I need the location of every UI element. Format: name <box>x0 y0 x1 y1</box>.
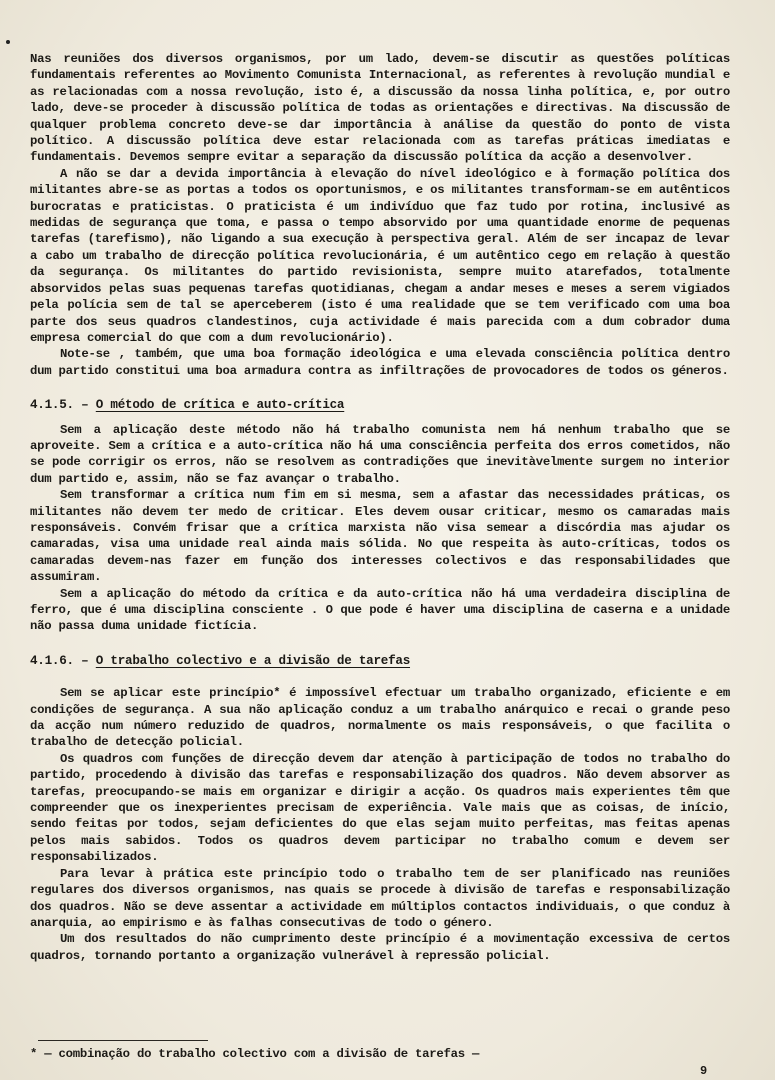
section-number: 4.1.5. – <box>30 398 89 413</box>
footnote: * — combinação do trabalho colectivo com a divisão de tarefas — <box>30 1047 480 1061</box>
section-heading-4-1-5 <box>30 397 730 413</box>
paragraph: Note-se , também, que uma boa formação ideológica e uma elevada consciência política dentro dum partido constitui uma boa armadura contra as infiltrações de provocadores de todos os géneros. <box>30 347 730 378</box>
paragraph: Os quadros com funções de direcção devem dar atenção à participação de todos no trabalho do partido, procedendo à divisão das tarefas e responsabilização dos quadros. Não devem absorver as tarefas, preocupando-se mais em organizar e dirigir a acção. Os quadros mais experientes têm que compreender que os inexperientes precisam de experiência. Vale mais que as coisas, de início, sendo feitas por todos, sejam deficientes do que elas sejam muito perfeitas, mas feitas apenas pelos mais sabidos. Todos os quadros devem participar no trabalho comum e devem ser responsabilizados. <box>30 751 730 865</box>
section-title: O trabalho colectivo e a divisão de tarefas <box>95 653 411 668</box>
paper-speck <box>6 40 10 44</box>
paragraph: Sem transformar a crítica num fim em si mesma, sem a afastar das necessidades práticas, os militantes não devem ter medo de criticar. Eles devem ousar criticar, mesmo os camaradas mais responsáveis. Convém frisar que a crítica marxista não visa semear a discórdia mas ajudar os camaradas, visa uma unidade real ainda mais sólida. No que respeita às auto-críticas, todos os camaradas devem-nas fazer em função dos interesses colectivos e das responsabilidades que assumiram. <box>30 488 730 585</box>
paragraph: Nas reuniões dos diversos organismos, por um lado, devem-se discutir as questões políticas fundamentais referentes ao Movimento Comunista Internacional, as referentes à revolução mundial e as relacionadas com a nossa revolução, isto é, a discussão da nossa linha política, e, por outro lado, deve-se proceder à discussão política de todas as orientações e directivas. Na discussão de qualquer problema concreto deve-se dar importância à análise da questão do ponto de vista político. A discussão política deve estar relacionada com as tarefas práticas imediatas e fundamentais. Devemos sempre evitar a separação da discussão política da acção a desenvolver. <box>30 52 730 165</box>
section-title: O método de crítica e auto-crítica <box>95 398 345 413</box>
footnote-divider <box>38 1040 208 1041</box>
paragraph: A não se dar a devida importância à elevação do nível ideológico e à formação política dos militantes abre-se as portas a todos os oportunismos, e os militantes transformam-se em autênticos burocratas e praticistas. O praticista é um indivíduo que faz tudo por rotina, inclusivé as medidas de segurança que toma, e passa o tempo absorvido por uma quantidade enorme de pequenas tarefas (tarefismo), não ligando a sua execução à perspectiva geral. Além de ser incapaz de levar a cabo um trabalho de direcção política revolucionária, é um autêntico cego em relação à questão da segurança. Os militantes do partido revisionista, sempre muito atarefados, totalmente absorvidos pelas suas pequenas tarefas quotidianas, chegam a andar meses e meses a serem vigiados pela polícia sem de tal se aperceberem (isto é uma realidade que se tem verificado com uma boa parte dos seus quadros clandestinos, cuja actividade é mais parecida com a dum cobrador duma empresa comercial do que com a dum revolucionário). <box>30 166 730 345</box>
paragraph: Para levar à prática este princípio todo o trabalho tem de ser planificado nas reuniões regulares dos diversos organismos, nas quais se procede à divisão de tarefas e responsabilização dos quadros. Não se deve assentar a actividade em múltiplos contactos individuais, o que conduz à anarquia, ao empirismo e às falhas consecutivas de todo o género. <box>30 866 730 930</box>
section-heading-4-1-6 <box>30 653 730 669</box>
page-number: 9 <box>700 1064 708 1078</box>
section-number: 4.1.6. – <box>30 653 89 668</box>
paragraph: Sem a aplicação do método da crítica e da auto-crítica não há uma verdadeira disciplina de ferro, que é uma disciplina consciente . O que pode é haver uma disciplina de caserna e a unidade não passa duma unidade fictícia. <box>30 586 730 634</box>
paragraph: Um dos resultados do não cumprimento deste princípio é a movimentação excessiva de certos quadros, tornando portanto a organização vulnerável à repressão policial. <box>30 932 730 963</box>
document-body <box>30 51 730 964</box>
paragraph: Sem a aplicação deste método não há trabalho comunista nem há nenhum trabalho que se aproveite. Sem a crítica e a auto-crítica não há uma consciência perfeita dos erros cometidos, não se pode corrigir os erros, não se resolvem as contradições que inevitàvelmente surgem no interior dum partido e, assim, não se faz avançar o trabalho. <box>30 422 730 486</box>
paragraph: Sem se aplicar este princípio* é impossível efectuar um trabalho organizado, eficiente e em condições de segurança. A sua não aplicação conduz a um trabalho anárquico e recai o grande peso da acção num número reduzido de quadros, normalmente os mais responsáveis, o que facilita o trabalho de detecção policial. <box>30 686 730 750</box>
